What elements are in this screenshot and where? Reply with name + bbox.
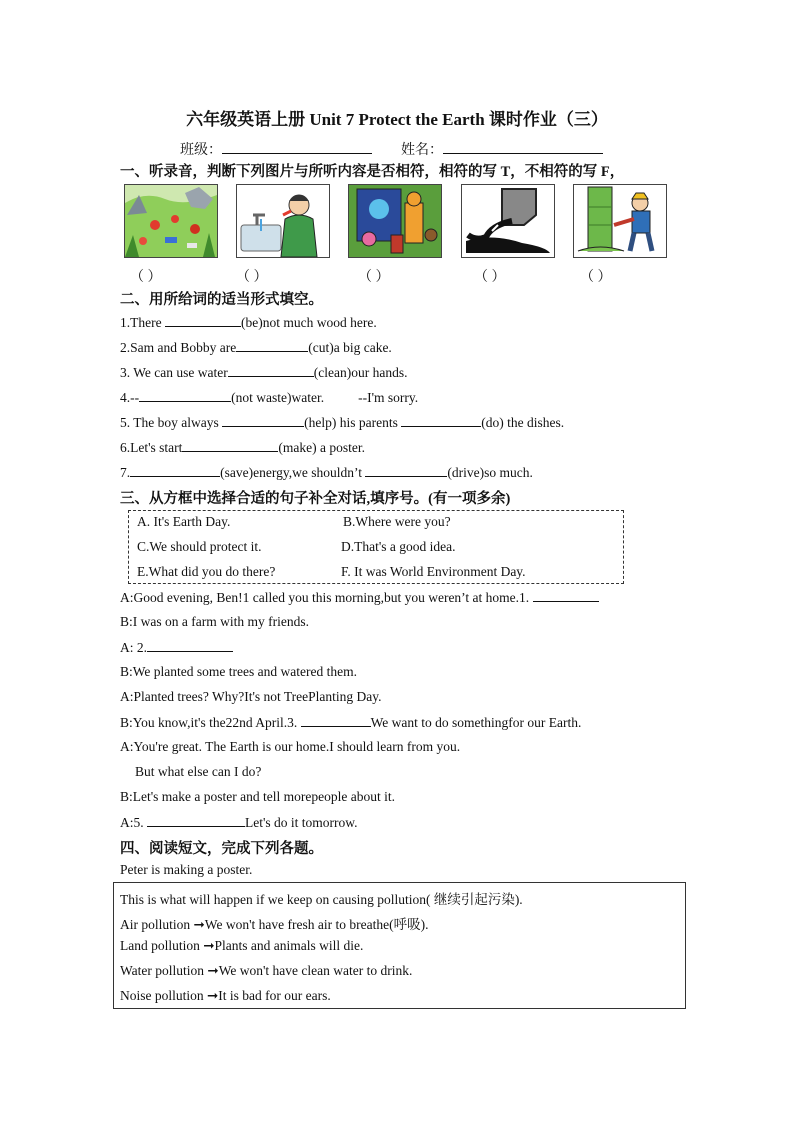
- name-label: 姓名：: [401, 143, 443, 158]
- q2-blank[interactable]: [236, 339, 308, 352]
- dialogue-blank-1[interactable]: [533, 589, 599, 602]
- name-field[interactable]: [443, 139, 603, 154]
- dialogue-blank-2[interactable]: [147, 639, 233, 652]
- class-label: 班级：: [180, 143, 222, 158]
- dialogue-text-10b: Let's do it tomorrow.: [245, 815, 358, 830]
- q5-blank-2[interactable]: [401, 414, 481, 427]
- q6-text-b: (make) a poster.: [278, 440, 366, 455]
- dialogue-line-6: [120, 714, 581, 731]
- student-info: [180, 139, 603, 159]
- question-2: [120, 339, 392, 356]
- part1-heading: 一、听录音，判断下列图片与所听内容是否相符，相符的写 T，不相符的写 F，: [120, 164, 625, 180]
- poster-line-5: Noise pollution ➞It is bad for our ears.: [120, 988, 331, 1003]
- q2-text-b: (cut)a big cake.: [308, 340, 392, 355]
- q3-text-b: (clean)our hands.: [313, 365, 408, 380]
- q4-blank[interactable]: [139, 389, 231, 402]
- answer-paren-2[interactable]: （ ）: [236, 270, 268, 285]
- littered-grass-picture: [124, 184, 218, 258]
- answer-paren-5[interactable]: （ ）: [580, 270, 612, 285]
- dialogue-line-3: [120, 639, 233, 656]
- question-6: [120, 439, 365, 456]
- q7-blank-1[interactable]: [130, 464, 220, 477]
- q5-blank-1[interactable]: [222, 414, 304, 427]
- part4-heading: 四、阅读短文，完成下列各题。: [120, 841, 323, 857]
- q7-text-c: (drive)so much.: [447, 465, 533, 480]
- q4-text-a: 4.--: [120, 390, 140, 405]
- dialogue-line-9: B:Let's make a poster and tell morepeople about it.: [120, 789, 395, 804]
- dialogue-text-3: A: 2.: [120, 640, 147, 655]
- option-e: E.What did you do there?: [137, 564, 276, 579]
- q7-blank-2[interactable]: [365, 464, 447, 477]
- q3-blank[interactable]: [228, 364, 314, 377]
- poster-reading-picture: [348, 184, 442, 258]
- q6-text-a: 6.Let's start: [120, 440, 183, 455]
- q7-text-b: (save)energy,we shouldn’t: [220, 465, 366, 480]
- option-f: F. It was World Environment Day.: [341, 564, 526, 579]
- q5-text-c: (do) the dishes.: [481, 415, 565, 430]
- dialogue-line-10: [120, 814, 358, 831]
- dialogue-line-5: A:Planted trees? Why?It's not TreePlanting Day.: [120, 689, 382, 704]
- page-title: 六年级英语上册 Unit 7 Protect the Earth 课时作业（三）: [186, 110, 608, 129]
- poster-line-2: Air pollution ➞We won't have fresh air to breathe(呼吸).: [120, 917, 429, 932]
- q5-text-a: 5. The boy always: [120, 415, 223, 430]
- dialogue-text-6b: We want to do somethingfor our Earth.: [370, 715, 582, 730]
- option-a: A. It's Earth Day.: [137, 514, 231, 529]
- option-c: C.We should protect it.: [137, 539, 262, 554]
- question-3: [120, 364, 407, 381]
- poster-line-1: This is what will happen if we keep on causing pollution( 继续引起污染).: [120, 892, 523, 907]
- dialogue-blank-3[interactable]: [301, 714, 371, 727]
- question-5: [120, 414, 564, 431]
- q7-text-a: 7.: [120, 465, 131, 480]
- poster-line-3: Land pollution ➞Plants and animals will die.: [120, 938, 364, 953]
- dialogue-line-2: B:I was on a farm with my friends.: [120, 614, 309, 629]
- dialogue-text-1: A:Good evening, Ben!1 called you this morning,but you weren’t at home.1.: [120, 590, 533, 605]
- options-box: [128, 510, 624, 584]
- part2-heading: 二、用所给词的适当形式填空。: [120, 292, 323, 308]
- dialogue-line-8: But what else can I do?: [135, 764, 262, 779]
- option-d: D.That's a good idea.: [341, 539, 456, 554]
- q1-text-a: 1.There: [120, 315, 165, 330]
- boy-brushing-teeth-picture: [236, 184, 330, 258]
- q2-text-a: 2.Sam and Bobby are: [120, 340, 237, 355]
- tree-cutting-picture: [573, 184, 667, 258]
- part3-heading: 三、从方框中选择合适的句子补全对话,填序号。(有一项多余): [120, 491, 511, 507]
- answer-paren-1[interactable]: （ ）: [130, 270, 162, 285]
- question-7: [120, 464, 533, 481]
- dialogue-text-10a: A:5.: [120, 815, 147, 830]
- q1-text-b: (be)not much wood here.: [240, 315, 377, 330]
- poster-line-4: Water pollution ➞We won't have clean water to drink.: [120, 963, 413, 978]
- q6-blank[interactable]: [182, 439, 278, 452]
- dialogue-text-6a: B:You know,it's the22nd April.3.: [120, 715, 301, 730]
- question-4: [120, 389, 418, 406]
- question-1: [120, 314, 377, 331]
- q4-text-c: --I'm sorry.: [358, 390, 419, 405]
- dialogue-line-7: A:You're great. The Earth is our home.I should learn from you.: [120, 739, 461, 754]
- q4-text-b: (not waste)water.: [231, 390, 325, 405]
- class-field[interactable]: [222, 139, 372, 154]
- dialogue-line-4: B:We planted some trees and watered them.: [120, 664, 357, 679]
- reading-intro: Peter is making a poster.: [120, 862, 253, 877]
- dialogue-blank-5[interactable]: [147, 814, 245, 827]
- answer-paren-3[interactable]: （ ）: [358, 270, 390, 285]
- q5-text-b: (help) his parents: [304, 415, 402, 430]
- q3-text-a: 3. We can use water: [120, 365, 228, 380]
- dialogue-line-1: [120, 589, 599, 606]
- answer-paren-4[interactable]: （ ）: [474, 270, 506, 285]
- option-b: B.Where were you?: [343, 514, 451, 529]
- poster-box: [113, 882, 686, 1009]
- q1-blank[interactable]: [165, 314, 241, 327]
- polluted-pipe-picture: [461, 184, 555, 258]
